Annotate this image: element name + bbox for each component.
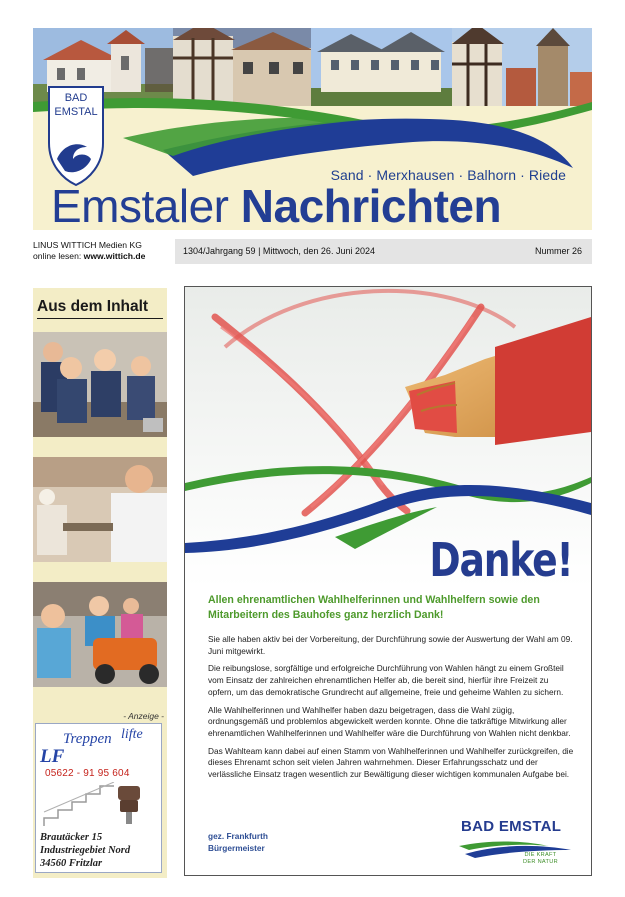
ad-address-area: Industriegebiet Nord [40, 845, 131, 856]
masthead-title-bold: Nachrichten [240, 180, 502, 230]
ad-brand-lifte: lifte [121, 727, 143, 742]
bad-emstal-logo-waves-icon [459, 838, 579, 860]
sidebar-heading: Aus dem Inhalt [37, 298, 163, 319]
ad-phone-number: 05622 - 91 95 604 [45, 768, 130, 779]
thumb-man-tapping-barrel [33, 457, 167, 562]
logo-claim-line1: DIE KRAFT [524, 852, 557, 858]
treppenlifte-advertisement[interactable] [35, 723, 162, 873]
signature-name: gez. Frankfurth [208, 831, 268, 841]
thumb-children-firefighters [33, 332, 167, 437]
crest-text-bad: BAD [64, 92, 88, 104]
signature [208, 831, 268, 854]
advertisement-label: - Anzeige - [123, 711, 164, 721]
online-label: online lesen: [33, 251, 84, 261]
issue-info: 1304/Jahrgang 59 | Mittwoch, den 26. Juni 2024 [183, 246, 375, 256]
stair-lift-icon [40, 782, 158, 828]
notice-body [208, 634, 574, 787]
notice-headline: Danke! [429, 533, 573, 587]
sidebar-contents [33, 288, 167, 878]
bad-emstal-crest-icon [43, 83, 109, 187]
online-url: www.wittich.de [83, 251, 146, 261]
publisher-name: LINUS WITTICH Medien KG [33, 240, 142, 250]
publisher-info [33, 240, 175, 262]
online-read-line [33, 251, 175, 262]
ad-address-city: 34560 Fritzlar [40, 858, 103, 869]
ad-brand-lf: LF [40, 746, 65, 767]
signature-title: Bürgermeister [208, 842, 265, 853]
ad-address-street: Brautäcker 15 [40, 832, 103, 843]
notice-paragraph: Alle Wahlhelferinnen und Wahlhelfer haben dazu beigetragen, dass die Wahl zügig, ordnungsgemäß und problemlos abgewickelt werden konnte. Ohne die tatkräftige Mitwirkung aller ehrenamtlichen Wahlhelferinnen und Wahlhelfer wäre die Durchführung von Wahlen nicht denkbar. [208, 704, 571, 738]
notice-paragraph: Die reibungslose, sorgfältige und erfolgreiche Durchführung von Wahlen hängt zu einem Großteil vom Einsatz der zahlreichen ehrenamtlichen Helfer ab, die bereit sind, hierfür ihre Freizeit zu opfern, um das demokratische Grundrecht auf allgemeine, freie und geheime Wahlen zu sichern. [208, 663, 564, 697]
masthead-title [51, 180, 501, 230]
masthead [33, 28, 592, 230]
notice-paragraph: Das Wahlteam kann dabei auf einen Stamm von Wahlhelferinnen und Wahlhelfer zurückgreifen, die dieses Ehrenamt schon seit vielen Jahren wahrnehmen. Dieser Erfahrungsschatz und der verlässliche Einsatz tragen wesentlich zur Bewältigung dieser wichtigen kommunalen Aufgabe bei. [208, 745, 574, 780]
notice-paragraph: Sie alle haben aktiv bei der Vorbereitung, der Durchführung sowie der Auswertung der Wahl am 09. Juni mitgewirkt. [208, 634, 573, 656]
masthead-title-light: Emstaler [51, 180, 241, 230]
masthead-places: Sand · Merxhausen · Balhorn · Riede [330, 167, 566, 183]
thank-you-notice [184, 286, 592, 876]
logo-claim-line2: DER NATUR [523, 858, 558, 865]
issue-number: Nummer 26 [534, 246, 582, 256]
issue-bar [175, 239, 592, 264]
bad-emstal-logo-text: BAD EMSTAL [461, 818, 562, 835]
bad-emstal-logo-claim [523, 852, 558, 865]
ad-brand-treppen: Treppen [63, 731, 112, 747]
thumb-kids-on-quad [33, 582, 167, 687]
notice-lead: Allen ehrenamtlichen Wahlhelferinnen und Wahlhelfern sowie den Mitarbeitern des Bauhofes ganz herzlich Dank! [208, 594, 540, 621]
info-bar [33, 239, 592, 265]
crest-text-emstal: EMSTAL [54, 106, 98, 118]
